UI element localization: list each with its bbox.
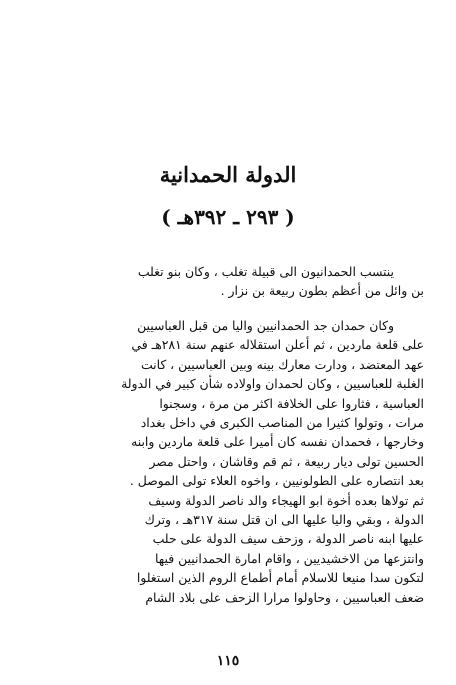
text-line: لتكون سدا منيعا للاسلام أمام أطماع الروم الذين استغلوا	[136, 570, 424, 586]
text-line: وخارجها ، فحمدان نفسه كان أميرا على قلعة ماردين وابنه	[131, 434, 424, 450]
text-line: ينتسب الحمدانيون الى قبيلة تغلب ، وكان بنو تغلب	[137, 264, 394, 279]
paragraph-2	[24, 316, 424, 607]
text-line: وكان حمدان جد الحمدانيين واليا من قبل العباسيين	[137, 318, 394, 333]
text-line: الدولة ، وبقي واليا عليها الى ان قتل سنة ٣١٧هـ ، وترك	[144, 512, 424, 528]
text-line: على قلعة ماردين ، ثم أعلن استقلاله عنهم سنة ٢٨١هـ في	[131, 337, 424, 353]
page-number: ١١٥	[216, 653, 240, 669]
text-line: عهد المعتضد ، ودارت معارك بينه وبين العباسيين ، كانت	[140, 356, 424, 372]
text-line: ضعف العباسيين ، وحاولوا مرارا الزحف على بلاد الشام	[145, 589, 424, 605]
chapter-years: ( ٢٩٣ ـ ٣٩٢هـ )	[161, 205, 295, 229]
text-line: بعد انتصاره على الطولونيين ، واخوه العلاء تولى الموصل .	[129, 473, 424, 489]
text-line: عليها ابنه ناصر الدولة ، وزحف سيف الدولة على حلب	[152, 531, 424, 547]
paragraph-1	[24, 262, 424, 301]
text-line: الغلبة للعباسيين ، وكان لحمدان واولاده شأن كبير في الدولة	[121, 376, 424, 392]
text-line: بن وائل من أعظم بطون ربيعة بن نزار .	[220, 283, 424, 299]
text-line: ثم تولاها بعده أخوة ابو الهيجاء والد ناصر الدولة وسيف	[148, 492, 424, 508]
text-line: العباسية ، فثاروا على الخلافة اكثر من مرة ، وسجنوا	[159, 395, 424, 411]
text-line: وانتزعها من الاخشيديين ، واقام امارة الحمدانيين فيها	[154, 550, 424, 566]
text-line: الحسين تولى ديار ربيعة ، ثم قم وقاشان ، واحتل مصر	[149, 453, 424, 469]
chapter-title: الدولة الحمدانية	[159, 162, 297, 187]
text-line: مرات ، وتولوا كثيرا من المناصب الكبرى في داخل بغداد	[140, 415, 424, 431]
